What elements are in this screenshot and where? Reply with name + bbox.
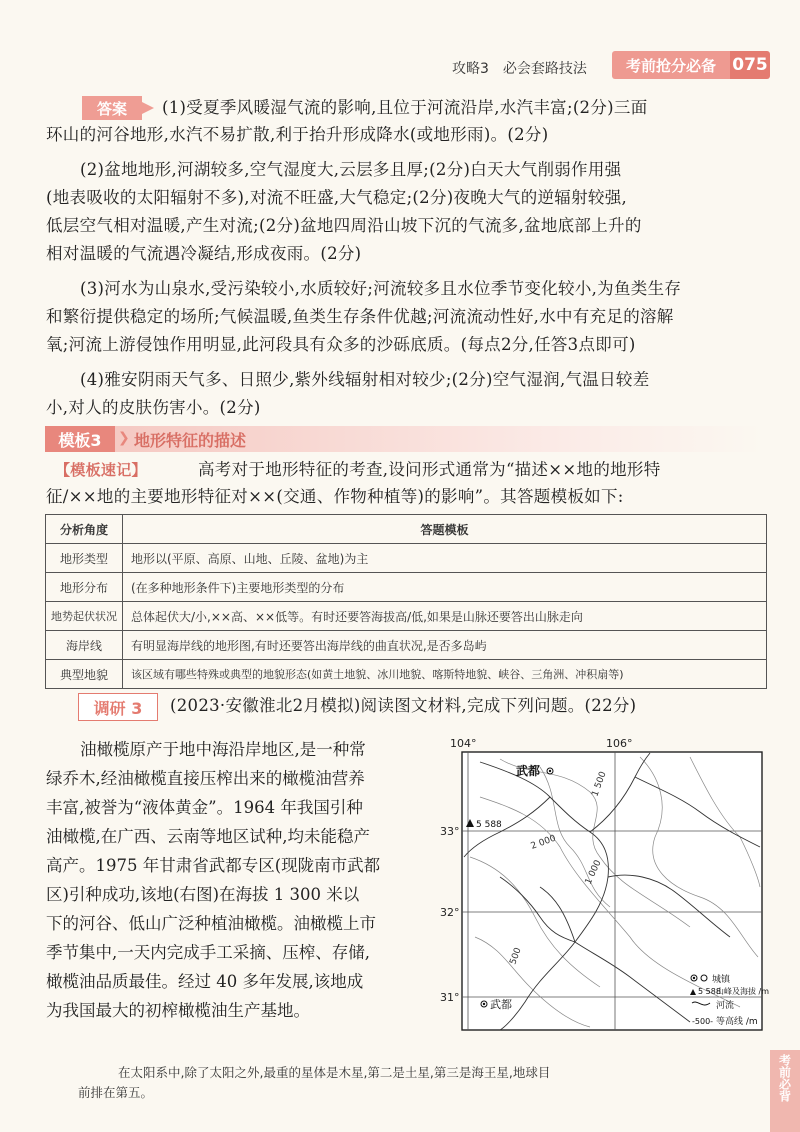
table-row [46,660,767,689]
topographic-map [440,737,773,1032]
answer-line: 环山的河谷地形,水汽不易扩散,利于抬升形成降水(或地形雨)。(2分) [46,125,549,144]
legend-contour-label: 等高线 /m [716,1017,758,1027]
table-row [46,602,767,631]
answer-line: 小,对人的皮肤伤害小。(2分) [46,398,261,417]
town-icon-dot [549,770,551,772]
paragraph-line: 橄榄油品质最佳。经过 40 多年发展,该地成 [46,972,364,991]
template-title: 地形特征的描述 [134,431,247,450]
contour-label: 1 000 [583,858,604,887]
template-tag: 模板3 [45,426,115,452]
paragraph-line: 油橄榄原产于地中海沿岸地区,是一种常 [80,740,366,759]
answer-line: 相对温暖的气流遇冷凝结,形成夜雨。(2分) [46,244,362,263]
table-row [46,631,767,660]
city-label: 武都 [490,998,512,1011]
contour-label: 1 500 [590,770,609,799]
memo-label: 【模板速记】 [55,461,147,479]
table-cell: 有明显海岸线的地形图,有时还要答出海岸线的曲直状况,是否多岛屿 [123,631,767,660]
table-row [46,573,767,602]
lat-label: 33° [440,825,460,838]
town-icon-dot [483,1003,485,1005]
paragraph-line: 季节集中,一天内完成手工采摘、压榨、存储, [46,943,370,962]
table-header: 分析角度 [46,515,123,544]
paragraph-line: 下的河谷、低山广泛种植油橄榄。油橄榄上市 [46,914,376,933]
arrow-icon: ❯ [118,430,130,446]
table-cell: 地形分布 [46,573,123,602]
legend-peak-value: 5 588 [698,987,721,996]
paragraph-line: 为我国最大的初榨橄榄油生产基地。 [46,1001,310,1020]
side-strip-label: 考前必背 [777,1054,792,1102]
page-number: 075 [730,51,770,79]
answer-line: 氧;河流上游侵蚀作用明显,此河段具有众多的沙砾底质。(每点2分,任答3点即可) [46,335,636,354]
contour-label: 500 [508,946,524,967]
table-cell: 地形以(平原、高原、山地、丘陵、盆地)为主 [123,544,767,573]
table-cell: (在多种地形条件下)主要地形类型的分布 [123,573,767,602]
paragraph-line: 高产。1975 年甘肃省武都专区(现陇南市武都 [46,856,381,875]
table-cell: 典型地貌 [46,660,123,689]
legend-town-icon-dot [693,977,695,979]
answer-line: (3)河水为山泉水,受污染较小,水质较好;河流较多且水位季节变化较小,为鱼类生存 [80,279,682,298]
table-cell: 该区域有哪些特殊或典型的地貌形态(如黄土地貌、冰川地貌、喀斯特地貌、峡谷、三角洲、冲积扇等) [123,660,767,689]
peak-label: 5 588 [476,820,502,830]
answer-line: (地表吸收的太阳辐射不多),对流不旺盛,大气稳定;(2分)夜晚大气的逆辐射较强, [46,188,628,207]
paragraph-line: 油橄榄,在广西、云南等地区试种,均未能稳产 [46,827,370,846]
side-strip [770,1050,800,1132]
answer-line: (4)雅安阴雨天气多、日照少,紫外线辐射相对较少;(2分)空气湿润,气温日较差 [80,370,650,389]
paragraph-line: 绿乔木,经油橄榄直接压榨出来的橄榄油营养 [46,769,365,788]
paragraph-line: 区)引种成功,该地(右图)在海拔 1 300 米以 [46,885,360,904]
table-row [46,544,767,573]
contour-label: 2 000 [529,833,558,852]
lon-label: 104° [450,737,477,750]
memo-text: 高考对于地形特征的考查,设问形式通常为“描述××地的地形特 [198,460,661,479]
lat-label: 32° [440,906,460,919]
table-cell: 海岸线 [46,631,123,660]
header-section-title: 攻略3 必会套路技法 [452,61,587,77]
header-tag: 考前抢分必备 [612,51,730,79]
table-cell: 地势起伏状况 [46,602,123,631]
legend-town-label: 城镇 [712,975,731,985]
research-intro: (2023·安徽淮北2月模拟)阅读图文材料,完成下列问题。(22分) [170,696,637,715]
city-label: 武都 [516,764,541,778]
answer-line: 低层空气相对温暖,产生对流;(2分)盆地四周沿山坡下沉的气流多,盆地底部上升的 [46,216,642,235]
template-table [45,514,767,689]
answer-line: 和繁衍提供稳定的场所;气候温暖,鱼类生存条件优越;河流流动性好,水中有充足的溶解 [46,307,674,326]
table-cell: 地形类型 [46,544,123,573]
memo-text: 征/××地的主要地形特征对××(交通、作物种植等)的影响”。其答题模板如下: [46,487,624,506]
paragraph-line: 丰富,被誉为“液体黄金”。1964 年我国引种 [46,798,363,817]
footer-text: 前排在第五。 [78,1085,154,1100]
research-tag: 调研 3 [78,693,158,721]
legend-river-label: 河流 [716,1001,735,1011]
answer-line: (2)盆地地形,河湖较多,空气湿度大,云层多且厚;(2分)白天大气削弱作用强 [80,160,622,179]
legend-contour-value: -500- [692,1017,714,1026]
answer-tag: 答案 [82,96,142,120]
table-header-row [46,515,767,544]
table-header: 答题模板 [123,515,767,544]
legend-peak-label: 山峰及海拔 /m [716,987,770,996]
answer-line: (1)受夏季风暖湿气流的影响,且位于河流沿岸,水汽丰富;(2分)三面 [162,98,648,117]
table-cell: 总体起伏大/小,××高、××低等。有时还要答海拔高/低,如果是山脉还要答出山脉走向 [123,602,767,631]
lon-label: 106° [606,737,633,750]
lat-label: 31° [440,991,460,1004]
footer-text: 在太阳系中,除了太阳之外,最重的星体是木星,第二是土星,第三是海王星,地球目 [118,1065,551,1080]
legend-town-icon [701,975,707,981]
